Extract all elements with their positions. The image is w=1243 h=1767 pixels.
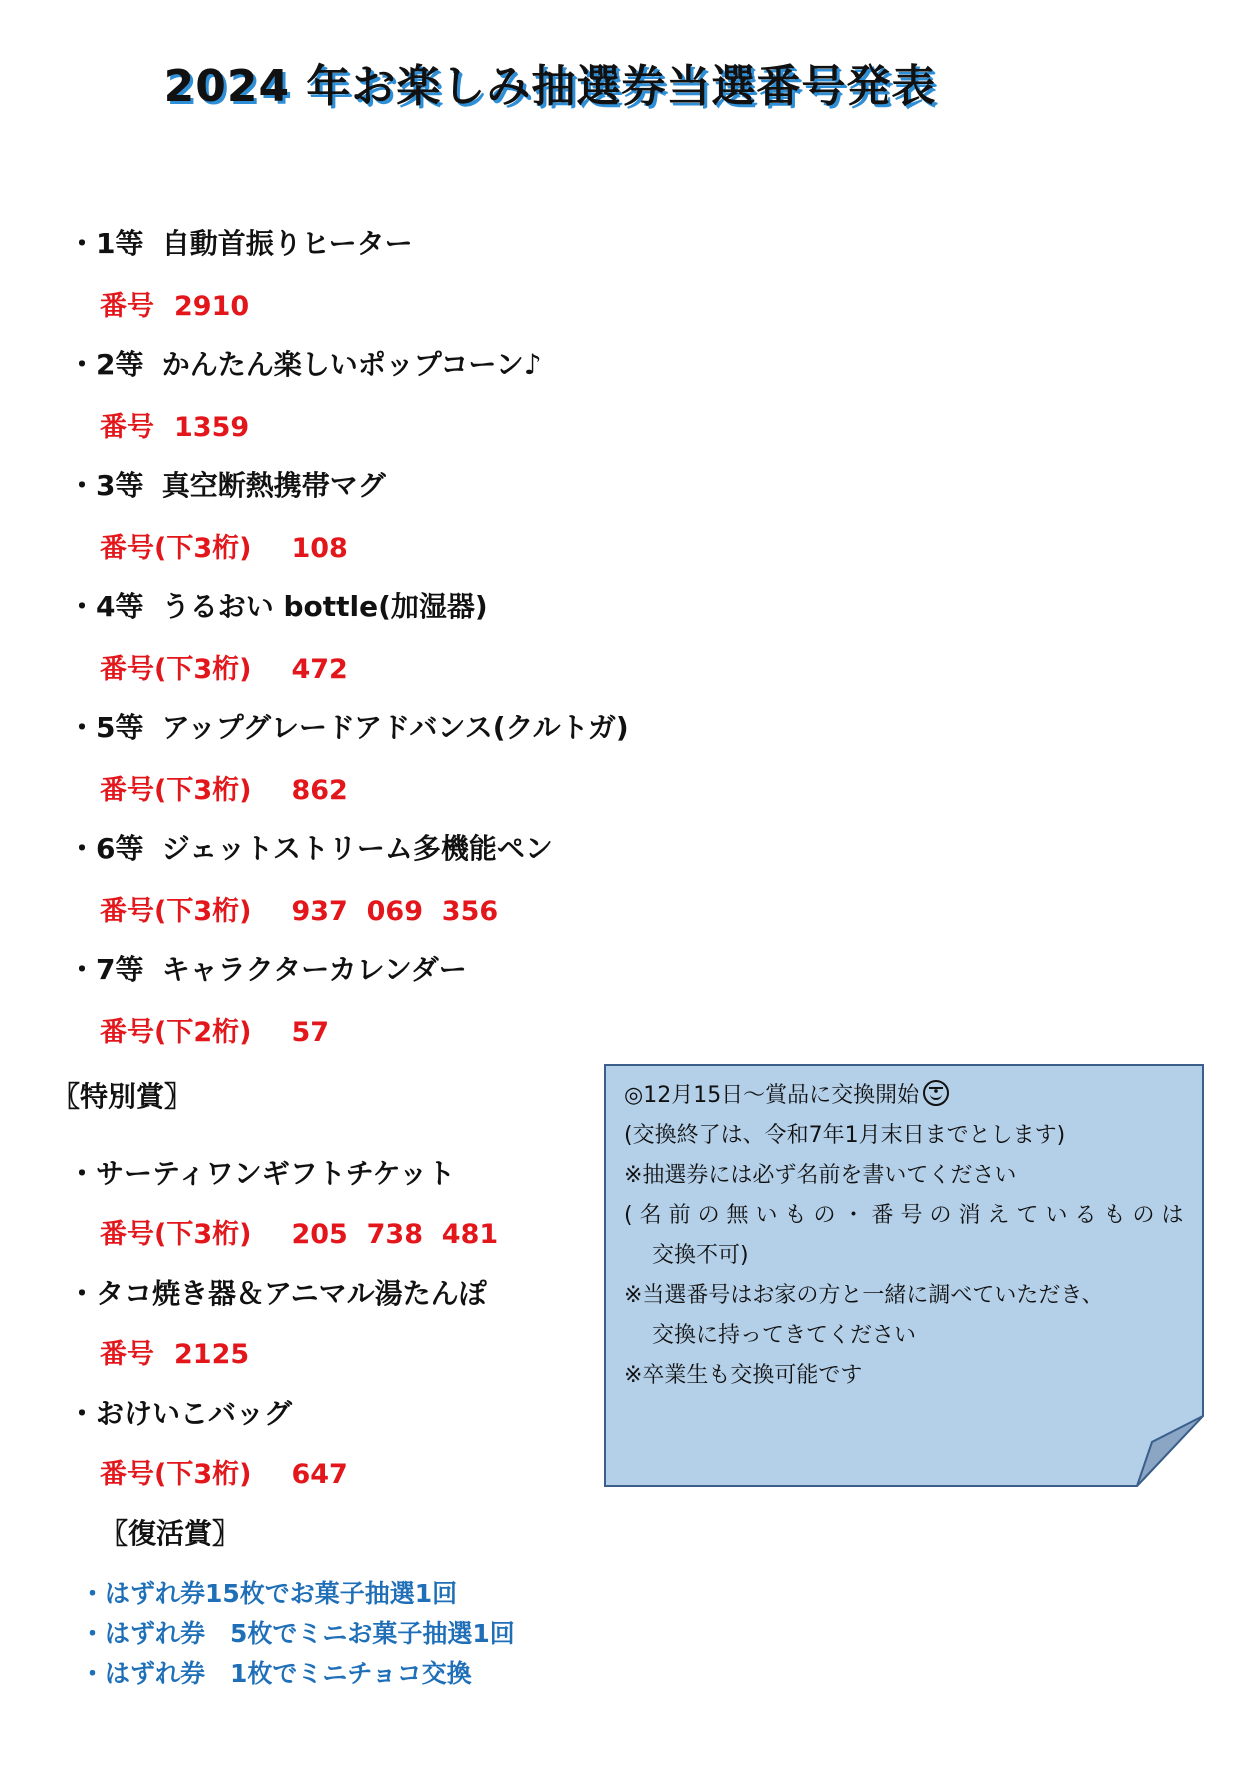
prize-rank: ・1等 bbox=[68, 227, 144, 260]
prize-rank: ・6等 bbox=[68, 832, 144, 865]
prize-3-number bbox=[100, 526, 348, 565]
prize-5-number bbox=[100, 768, 348, 807]
special-prize-1: ・サーティワンギフトチケット bbox=[68, 1157, 456, 1190]
number-value: 2910 bbox=[174, 291, 250, 322]
number-label: 番号(下3桁) bbox=[100, 896, 252, 927]
prize-6-number bbox=[100, 889, 498, 928]
number-label: 番号(下3桁) bbox=[100, 1219, 252, 1250]
number-value: 1359 bbox=[174, 412, 250, 443]
number-value: 57 bbox=[291, 1017, 330, 1048]
prize-5 bbox=[68, 706, 629, 746]
prize-name: ジェットストリーム多機能ペン bbox=[161, 832, 553, 865]
note-line: ※当選番号はお家の方と一緒に調べていただき、 bbox=[624, 1283, 1104, 1308]
number-label: 番号(下3桁) bbox=[100, 1459, 252, 1490]
note-line: (交換終了は、令和7年1月末日までとします) bbox=[624, 1123, 1066, 1148]
prize-rank: ・4等 bbox=[68, 590, 144, 623]
number-value: 862 bbox=[291, 775, 348, 806]
note-line: ◎12月15日～賞品に交換開始 bbox=[624, 1076, 1194, 1116]
special-heading: 〖特別賞〗 bbox=[52, 1080, 193, 1113]
prize-name: 真空断熱携帯マグ bbox=[161, 469, 386, 502]
prize-1-number bbox=[100, 284, 249, 323]
note-line: ( 名 前 の 無 い も の ・ 番 号 の 消 え て い る も の は bbox=[624, 1203, 1184, 1228]
prize-1 bbox=[68, 222, 413, 262]
note-line: ※卒業生も交換可能です bbox=[624, 1363, 863, 1388]
note-line: 交換不可) bbox=[652, 1243, 749, 1268]
prize-name: うるおい bottle(加湿器) bbox=[161, 590, 488, 623]
special-prize-3-number bbox=[100, 1452, 348, 1491]
number-value: 108 bbox=[291, 533, 348, 564]
prize-4-number bbox=[100, 647, 348, 686]
prize-name: アップグレードアドバンス(クルトガ) bbox=[161, 711, 629, 744]
number-value: 2125 bbox=[174, 1339, 250, 1370]
exchange-note bbox=[604, 1064, 1208, 1488]
smile-icon bbox=[923, 1080, 949, 1106]
revival-heading: 〖復活賞〗 bbox=[100, 1517, 241, 1550]
number-value: 205 738 481 bbox=[291, 1219, 499, 1250]
number-value: 647 bbox=[291, 1459, 348, 1490]
special-prize-2: ・タコ焼き器＆アニマル湯たんぽ bbox=[68, 1277, 487, 1310]
prize-2 bbox=[68, 343, 542, 383]
number-value: 937 069 356 bbox=[291, 896, 499, 927]
prize-rank: ・7等 bbox=[68, 953, 144, 986]
prize-7 bbox=[68, 948, 467, 988]
special-prize-1-number bbox=[100, 1212, 498, 1251]
prize-rank: ・2等 bbox=[68, 348, 144, 381]
number-value: 472 bbox=[291, 654, 348, 685]
number-label: 番号(下3桁) bbox=[100, 533, 252, 564]
revival-item: ・はずれ券 1枚でミニチョコ交換 bbox=[80, 1659, 472, 1688]
prize-name: 自動首振りヒーター bbox=[161, 227, 413, 260]
prize-rank: ・3等 bbox=[68, 469, 144, 502]
revival-item: ・はずれ券 5枚でミニお菓子抽選1回 bbox=[80, 1619, 515, 1648]
prize-3 bbox=[68, 464, 386, 504]
special-prize-2-number bbox=[100, 1332, 249, 1371]
number-label: 番号(下2桁) bbox=[100, 1017, 252, 1048]
prize-name: かんたん楽しいポップコーン♪ bbox=[161, 348, 542, 381]
prize-2-number bbox=[100, 405, 249, 444]
number-label: 番号(下3桁) bbox=[100, 654, 252, 685]
note-line: ※抽選券には必ず名前を書いてください bbox=[624, 1163, 1017, 1188]
number-label: 番号 bbox=[100, 291, 154, 322]
prize-rank: ・5等 bbox=[68, 711, 144, 744]
revival-item: ・はずれ券15枚でお菓子抽選1回 bbox=[80, 1579, 458, 1608]
prize-name: キャラクターカレンダー bbox=[161, 953, 467, 986]
prize-6 bbox=[68, 827, 553, 867]
special-prize-3: ・おけいこバッグ bbox=[68, 1397, 293, 1430]
prize-4 bbox=[68, 585, 488, 625]
number-label: 番号(下3桁) bbox=[100, 775, 252, 806]
note-line: 交換に持ってきてください bbox=[652, 1323, 917, 1348]
number-label: 番号 bbox=[100, 412, 154, 443]
prize-7-number bbox=[100, 1010, 329, 1049]
page-title: 2024 年お楽しみ抽選券当選番号発表 bbox=[163, 61, 937, 112]
number-label: 番号 bbox=[100, 1339, 154, 1370]
